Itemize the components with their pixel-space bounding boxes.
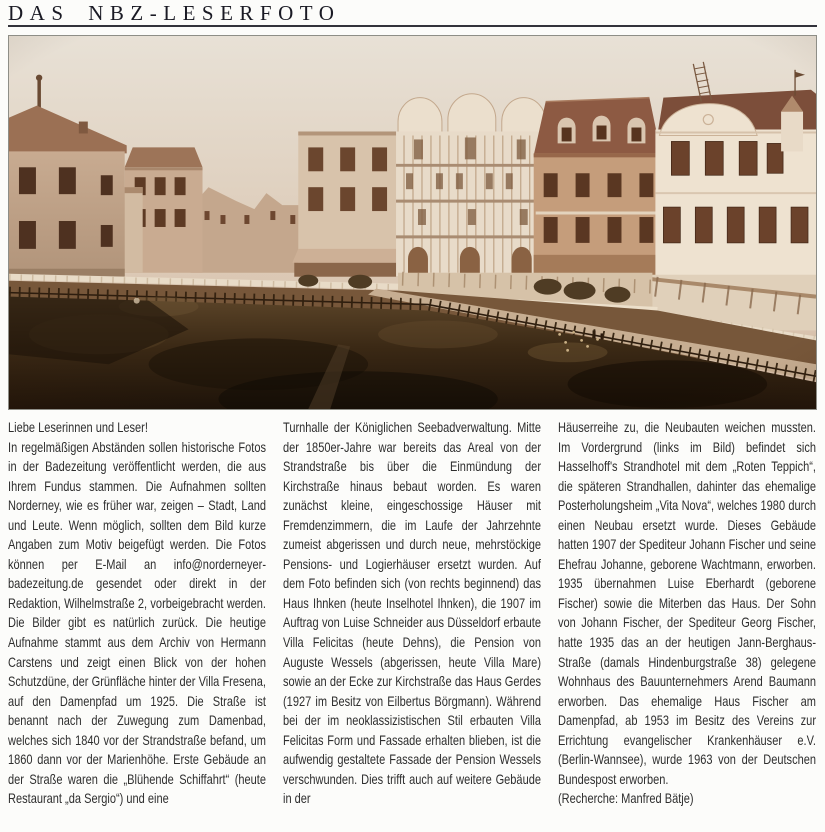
section-title: DAS NBZ-LESERFOTO [8,1,341,25]
newspaper-page [0,3,825,830]
column1-paragraph: In regelmäßigen Abständen sollen historische Fotos in der Badezeitung veröffentlicht werden, die aus Ihrem Fundus stammen. Die Aufnahmen sollten Norderney, wie es früher war, zeigen – Stadt, Land und Leute. Wenn möglich, sollten dem Bild kurze Angaben zum Motiv beigefügt werden. Die Fotos können per E-Mail an info@norderneyer-badezeitung.de gesendet oder direkt in der Redaktion, Wilhelmstraße 2, vorbeigebracht werden. Die Bilder gibt es natürlich zurück. Die heutige Aufnahme stammt aus dem Archiv von Hermann Carstens und zeigt einen Blick von der hohen Schutzdüne, der Grünfläche hinter der Villa Fresena, auf den Damenpfad um 1925. Die Straße ist benannt nach der Zuwegung zum Damenbad, welches sich 1840 vor der Strandstraße befand, um 1860 dann vor der Marienhöhe. Erste Gebäude an der Straße waren die „Blühende Schiffahrt“ (heute Restaurant „da Sergio“) und eine [8,439,266,807]
research-credit: (Recherche: Manfred Bätje) [558,791,694,807]
article-column-1 [8,418,267,830]
column2-paragraph: Turnhalle der Königlichen Seebadverwaltung. Mitte der 1850er-Jahre war bereits das Areal von der Strandstraße bis über die Einmündung der Kirchstraße hinaus bebaut worden. Es waren zunächst kleine, eingeschossige Häuser mit Fremdenzimmern, die im Laufe der Jahrzehnte zumeist abgerissen und durch neue, mehrstöckige Pensions- und Logierhäuser ersetzt wurden. Auf dem Foto befinden sich (von rechts beginnend) das Haus Ihnken (heute Inselhotel Ihnken), die 1907 im Auftrag von Luise Schneider aus Düsseldorf erbaute Villa Felicitas (heute Dehns), die Pension von Auguste Wessels (abgerissen, heute Villa Mare) sowie an der Ecke zur Kirchstraße das Haus Gerdes (1927 im Besitz von Eilbertus Börgmann). Während bei der im neoklassizistischen Stil erbauten Villa Felicitas Form und Fassade erhalten blieben, ist die aufwendig gestaltete Fassade der Pension Wessels verschwunden. Dies trifft auch auf weitere Gebäude in der [283,420,541,807]
leserfoto-photo [8,35,817,410]
article-column-3 [558,418,817,830]
masthead [8,3,817,23]
masthead-rule [8,25,817,27]
article-columns [8,418,817,830]
leserfoto-image [9,36,816,409]
salutation: Liebe Leserinnen und Leser! [8,420,148,435]
column3-paragraph: Häuserreihe zu, die Neubauten weichen mussten. Im Vordergrund (links im Bild) befindet sich Hasselhoff's Strandhotel mit dem „Roten Teppich“, die späteren Strandhallen, dahinter das ehemalige Posterholungsheim „Vita Nova“, welches 1980 durch einen Neubau ersetzt wurde. Dieses Gebäude hatten 1907 der Spediteur Johann Fischer und seine Ehefrau Johanne, geborene Wachtmann, erworben. 1935 übernahmen Luise Eberhardt (geborene Fischer) sowie die Miterben das Haus. Der Sohn von Johann Fischer, der Spediteur Georg Fischer, hatte 1935 das an der heutigen Jann-Berghaus-Straße (damals Hindenburgstraße 38) gelegene Wohnhaus des Bauunternehmers Arend Baumann erworben. Das ehemalige Haus Fischer am Damenpfad, ab 1953 im Besitz des Vereins zur Errichtung evangelischer Krankenhäuser e.V. (Berlin-Wannsee), wurde 1963 von der Deutschen Bundespost erworben. [558,420,816,787]
article-column-2 [283,418,542,830]
